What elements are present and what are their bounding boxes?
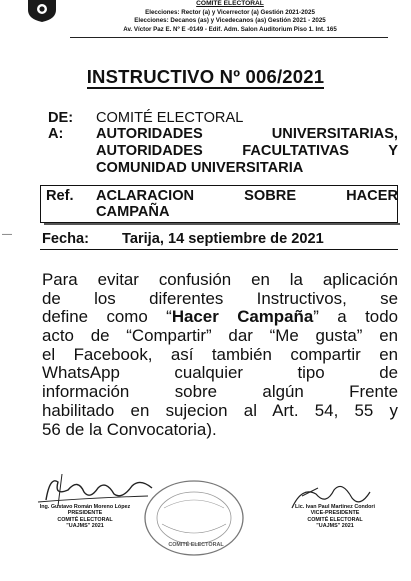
president-role: PRESIDENTE bbox=[67, 510, 103, 517]
body-line: habilitado en sujecion al Art. 54, 55 y bbox=[42, 400, 398, 420]
vice-president-org: COMITÉ ELECTORAL bbox=[307, 516, 363, 523]
seal-caption: COMITÉ ELECTORAL bbox=[168, 542, 224, 548]
document-title: INSTRUCTIVO Nº 006/2021 bbox=[86, 66, 325, 87]
from-value: COMITÉ ELECTORAL bbox=[96, 110, 244, 126]
letterhead bbox=[80, 0, 380, 34]
vice-president-name: Lic. Ivan Paul Martinez Condori bbox=[295, 504, 375, 510]
vice-president-sub: "UAJMS" 2021 bbox=[316, 522, 354, 529]
body-line: el Facebook, así también compartir en bbox=[42, 344, 398, 364]
signature-area bbox=[0, 470, 411, 581]
vice-president-role: VICE-PRESIDENTE bbox=[310, 510, 360, 517]
date-value: Tarija, 14 septiembre de 2021 bbox=[122, 231, 324, 247]
to-line-3: COMUNIDAD UNIVERSITARIA bbox=[96, 160, 304, 176]
date-label: Fecha: bbox=[42, 231, 90, 247]
vice-president-signature-block bbox=[280, 504, 390, 529]
reference-underline bbox=[44, 223, 400, 225]
university-logo bbox=[26, 0, 58, 22]
body-line: información sobre algún Frente bbox=[42, 382, 398, 402]
reference-line-2: CAMPAÑA bbox=[96, 204, 170, 220]
from-label: DE: bbox=[48, 110, 74, 126]
body-line: de los diferentes Instructivos, se bbox=[42, 288, 398, 308]
president-sub: "UAJMS" 2021 bbox=[66, 522, 104, 529]
body-line: acto de “Compartir” dar “Me gusta” en bbox=[42, 326, 398, 346]
letterhead-address: Av. Víctor Paz E. Nº E -0149 - Edif. Adm. Salon Auditorium Piso 1. Int. 165 bbox=[123, 25, 337, 33]
to-label: A: bbox=[48, 126, 64, 142]
president-name: Ing. Gustavo Román Moreno López bbox=[39, 504, 131, 510]
president-org: COMITÉ ELECTORAL bbox=[57, 516, 113, 523]
president-signature-block bbox=[30, 504, 140, 529]
letterhead-committee: COMITÉ ELECTORAL bbox=[196, 0, 264, 7]
body-line: 56 de la Convocatoria). bbox=[42, 419, 217, 439]
body-line: WhatsApp cualquier tipo de bbox=[42, 363, 398, 383]
letterhead-divider bbox=[70, 37, 388, 38]
body-line: define como “Hacer Campaña” a todo bbox=[42, 307, 398, 327]
hacer-campana-term: Hacer Campaña bbox=[171, 307, 314, 327]
to-line-1: AUTORIDADES UNIVERSITARIAS, bbox=[96, 126, 398, 142]
date-underline bbox=[40, 249, 398, 250]
reference-label: Ref. bbox=[46, 188, 74, 204]
to-line-2: AUTORIDADES FACULTATIVAS Y bbox=[96, 143, 398, 159]
letterhead-elections-deans: Elecciones: Decanos (as) y Vicedecanos (as) Gestión 2021 - 2025 bbox=[134, 17, 326, 24]
body-paragraph bbox=[42, 271, 398, 439]
letterhead-elections-rector: Elecciones: Rector (a) y Vicerrector (a) Gestión 2021-2025 bbox=[145, 8, 315, 16]
margin-mark: — bbox=[2, 229, 12, 240]
reference-line-1: ACLARACION SOBRE HACER bbox=[96, 188, 398, 204]
body-line: Para evitar confusión en la aplicación bbox=[42, 270, 398, 289]
